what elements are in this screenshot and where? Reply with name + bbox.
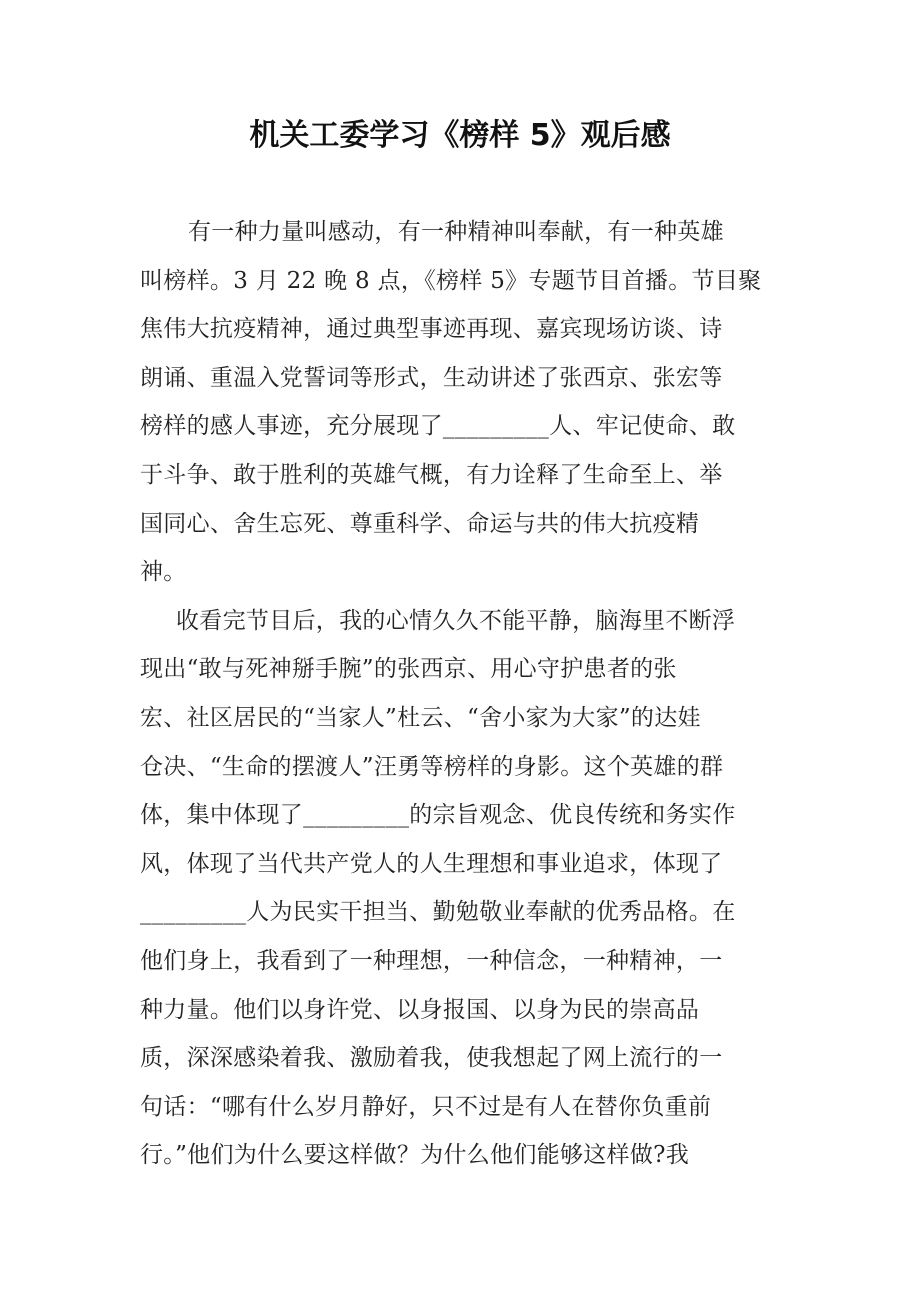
paragraph-2-line-10: 质，深深感染着我、激励着我，使我想起了网上流行的一 xyxy=(140,1045,723,1072)
paragraph-1-line-5: 榜样的感人事迹，充分展现了_________人、牢记使命、敢 xyxy=(140,413,736,440)
paragraph-2-line-12: 行。”他们为什么要这样做？为什么他们能够这样做?我 xyxy=(140,1142,690,1169)
document-body xyxy=(140,208,780,1180)
paragraph-2-line-7: _________人为民实干担当、勤勉敬业奉献的优秀品格。在 xyxy=(140,899,736,926)
paragraph-1-line-8: 神。 xyxy=(140,559,187,586)
document-title: 机关工委学习《榜样 5》观后感 xyxy=(249,118,671,153)
paragraph-2-line-8: 他们身上，我看到了一种理想，一种信念，一种精神，一 xyxy=(140,947,723,974)
paragraph-1-line-2: 叫榜样。3 月 22 晚 8 点，《榜样 5》专题节目首播。节目聚 xyxy=(140,267,762,294)
paragraph-2-line-5: 体，集中体现了_________的宗旨观念、优良传统和务实作 xyxy=(140,802,736,829)
paragraph-2-line-1: 收看完节目后，我的心情久久不能平静，脑海里不断浮 xyxy=(176,607,736,634)
paragraph-1-line-7: 国同心、舍生忘死、尊重科学、命运与共的伟大抗疫精 xyxy=(140,510,700,537)
paragraph-2-line-6: 风，体现了当代共产党人的人生理想和事业追求，体现了 xyxy=(140,850,723,877)
paragraph-1-line-1: 有一种力量叫感动，有一种精神叫奉献，有一种英雄 xyxy=(188,219,724,245)
paragraph-2-line-9: 种力量。他们以身许党、以身报国、以身为民的崇高品 xyxy=(140,996,700,1023)
paragraph-1-line-3: 焦伟大抗疫精神，通过典型事迹再现、嘉宾现场访谈、诗 xyxy=(140,316,723,343)
paragraph-2-line-2: 现出“敢与死神掰手腕”的张西京、用心守护患者的张 xyxy=(140,656,677,683)
paragraph-2-line-3: 宏、社区居民的“当家人”杜云、“舍小家为大家”的达娃 xyxy=(140,704,701,731)
paragraph-2-line-4: 仓决、“生命的摆渡人”汪勇等榜样的身影。这个英雄的群 xyxy=(140,753,724,780)
paragraph-2-line-11: 句话：“哪有什么岁月静好，只不过是有人在替你负重前 xyxy=(140,1093,712,1120)
paragraph-1-line-6: 于斗争、敢于胜利的英雄气概，有力诠释了生命至上、举 xyxy=(140,461,723,488)
paragraph-1-line-4: 朗诵、重温入党誓词等形式，生动讲述了张西京、张宏等 xyxy=(140,364,723,391)
